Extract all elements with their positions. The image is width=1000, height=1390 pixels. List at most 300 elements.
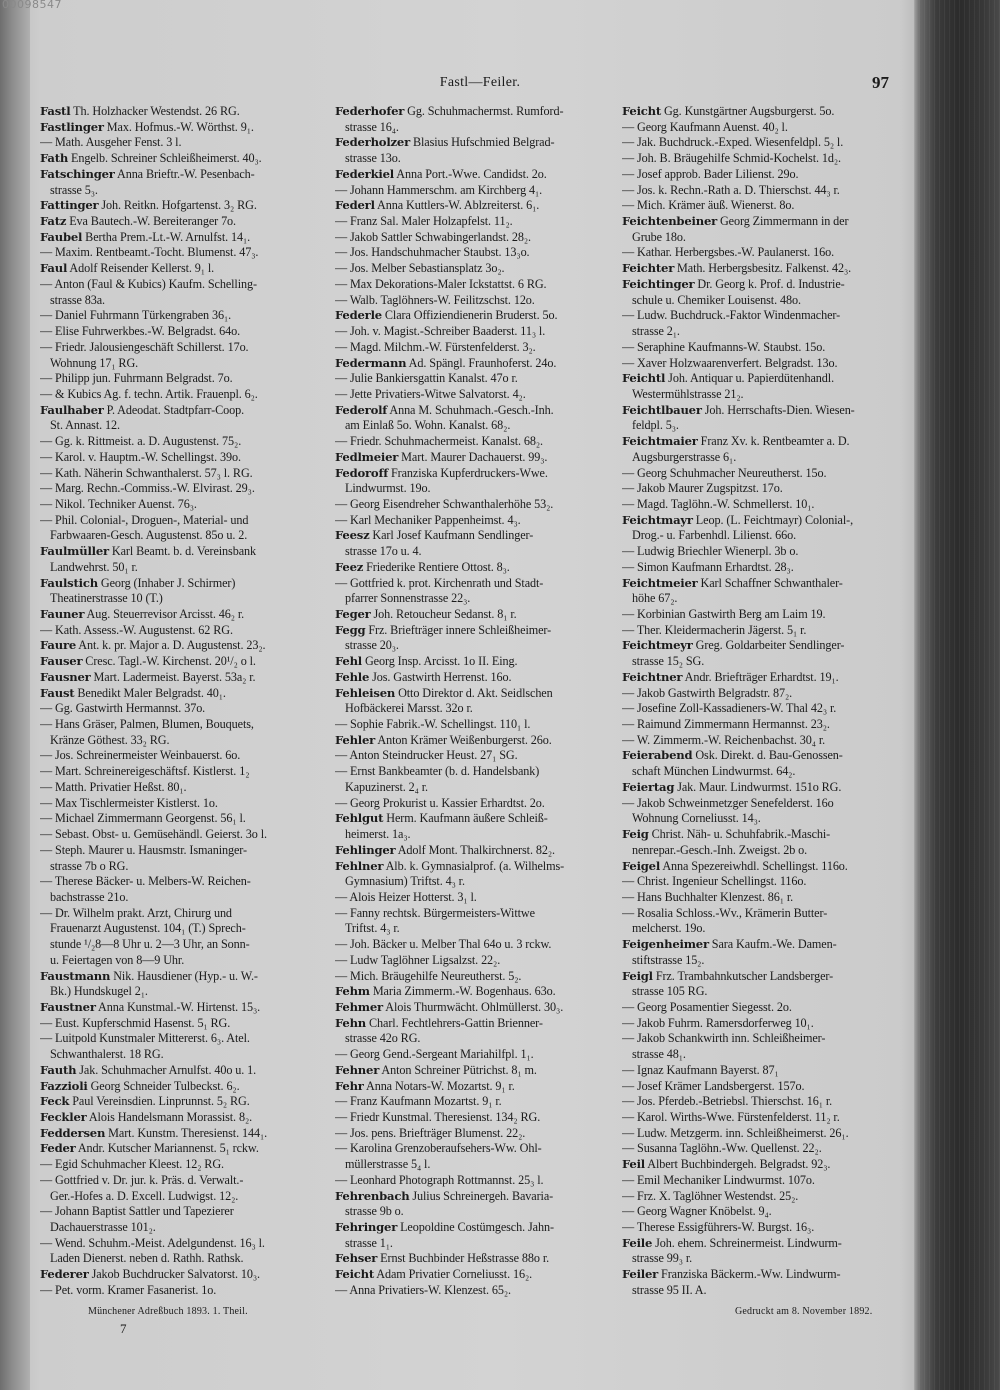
entry-text: Alois Thurmwächt. Ohlmüllerst. 30₃. — [382, 999, 564, 1014]
entry-text: Anna Spezereiwhdl. Schellingst. 116o. — [660, 858, 848, 873]
sub-entry — [335, 953, 618, 969]
entry-text: Dachauerstrasse 101₂. — [50, 1220, 156, 1235]
entry-surname: Federkiel — [335, 166, 394, 181]
entry-surname: Feichtmayr — [622, 512, 693, 527]
entry-surname: Feigenheimer — [622, 937, 709, 952]
directory-entry — [40, 104, 332, 120]
entry-text: — Ludw Taglöhner Ligsalzst. 22₂. — [335, 952, 501, 967]
entry-continuation — [622, 764, 914, 780]
entry-text: — Rosalia Schloss.-Wv., Krämerin Butter- — [622, 905, 828, 920]
entry-text: — Georg Eisendreher Schwanthalerhöhe 53₂. — [335, 496, 554, 511]
entry-text: Franz Xv. k. Rentbeamter a. D. — [697, 434, 850, 449]
entry-surname: Fehmer — [335, 999, 383, 1014]
entry-text: — Franz Kaufmann Mozartst. 9₁ r. — [335, 1094, 502, 1109]
entry-continuation — [40, 890, 332, 906]
entry-text: strasse 5₃. — [50, 182, 98, 197]
entry-text: Nik. Hausdiener (Hyp.- u. W.- — [110, 968, 258, 983]
entry-text: strasse 15₂ SG. — [632, 654, 705, 669]
entry-surname: Fehlinger — [335, 842, 396, 857]
sub-entry — [622, 1110, 914, 1126]
entry-text: Drog.- u. Farbenhdl. Lilienst. 66o. — [632, 528, 797, 543]
directory-entry — [622, 403, 914, 419]
entry-surname: Feichtlbauer — [622, 402, 702, 417]
entry-text: Friederike Rentiere Ottost. 8₃. — [363, 559, 510, 574]
entry-text: — Therese Essigführers-W. Burgst. 16₃. — [622, 1220, 815, 1235]
entry-surname: Feichtenbeiner — [622, 214, 718, 229]
entry-surname: Fegg — [335, 622, 366, 637]
sub-entry — [622, 733, 914, 749]
entry-text: — Elise Fuhrwerkbes.-W. Belgradst. 64o. — [40, 324, 241, 339]
sub-entry — [335, 261, 618, 277]
sub-entry — [335, 371, 618, 387]
entry-continuation — [40, 560, 332, 576]
entry-text: — Sophie Fabrik.-W. Schellingst. 110₁ l. — [335, 717, 531, 732]
directory-entry — [40, 576, 332, 592]
entry-text: Herm. Kaufmann äußere Schleiß- — [383, 811, 548, 826]
entry-text: — Jakob Gastwirth Belgradstr. 87₂. — [622, 685, 793, 700]
entry-surname: Fehler — [335, 732, 376, 747]
entry-surname: Fehr — [335, 1078, 364, 1093]
entry-text: St. Annast. 12. — [50, 418, 120, 433]
entry-text: Triftst. 4₃ r. — [345, 921, 400, 936]
entry-surname: Federle — [335, 308, 382, 323]
entry-text: — Joh. B. Bräugehilfe Schmid-Kochelst. 1d₂. — [622, 151, 841, 166]
sub-entry — [622, 1079, 914, 1095]
directory-entry — [335, 1016, 618, 1032]
entry-text: strasse 83a. — [50, 292, 105, 307]
sub-entry — [335, 497, 618, 513]
entry-text: Laden Dienerst. neben d. Rathh. Rathsk. — [50, 1251, 244, 1266]
entry-text: — Seraphine Kaufmanns-W. Staubst. 15o. — [622, 339, 826, 354]
entry-text: — Mich. Bräugehilfe Neureutherst. 5₂. — [335, 968, 522, 983]
sub-entry — [622, 356, 914, 372]
entry-surname: Fattinger — [40, 198, 99, 213]
directory-entry — [335, 607, 618, 623]
entry-text: pfarrer Sonnenstrasse 22₃. — [345, 591, 471, 606]
entry-surname: Feichtner — [622, 669, 683, 684]
entry-text: Augsburgerstrasse 6₁. — [632, 449, 737, 464]
sub-entry — [622, 308, 914, 324]
entry-text: — Jos. Schreinermeister Weinbauerst. 6o. — [40, 748, 241, 763]
entry-continuation — [335, 827, 618, 843]
entry-text: Andr. Briefträger Erhardtst. 19₁. — [682, 669, 839, 684]
entry-text: melcherst. 19o. — [632, 921, 706, 936]
entry-surname: Feicht — [622, 104, 662, 118]
entry-surname: Faustmann — [40, 968, 111, 983]
sub-entry — [40, 466, 332, 482]
entry-text: — Anton Steindrucker Heust. 27₁ SG. — [335, 748, 518, 763]
entry-text: — Josefine Zoll-Kassadieners-W. Thal 42₃ r. — [622, 701, 837, 716]
entry-surname: Feichtmaier — [622, 434, 698, 449]
directory-entry — [40, 654, 332, 670]
sub-entry — [40, 481, 332, 497]
entry-text: Clara Offiziendienerin Bruderst. 5o. — [381, 308, 558, 323]
directory-entry — [335, 654, 618, 670]
entry-text: Gg. Schuhmachermst. Rumford- — [404, 104, 564, 118]
sub-entry — [622, 717, 914, 733]
sub-entry — [40, 324, 332, 340]
entry-text: — Gottfried v. Dr. jur. k. Präs. d. Verwalt.- — [40, 1172, 244, 1187]
entry-text: Engelb. Schreiner Schleißheimerst. 40₃. — [68, 151, 262, 166]
sub-entry — [40, 1031, 332, 1047]
directory-entry — [40, 214, 332, 230]
entry-text: — Joh. v. Magist.-Schreiber Baaderst. 11₃ l. — [335, 324, 546, 339]
entry-text: feldpl. 5₃. — [632, 418, 679, 433]
sub-entry — [40, 811, 332, 827]
directory-entry — [40, 1141, 332, 1157]
directory-entry — [622, 827, 914, 843]
entry-text: — Magd. Taglöhn.-W. Schmellerst. 10₁. — [622, 496, 815, 511]
directory-entry — [622, 670, 914, 686]
sub-entry — [335, 230, 618, 246]
entry-text: — Karol. Wirths-Wwe. Fürstenfelderst. 11₂ r. — [622, 1110, 840, 1124]
sub-entry — [335, 937, 618, 953]
entry-continuation — [622, 450, 914, 466]
entry-text: am Einlaß 5o. Wohn. Kanalst. 68₂. — [345, 418, 511, 433]
entry-text: — Anna Privatiers-W. Klenzest. 65₂. — [335, 1282, 511, 1297]
entry-surname: Federer — [40, 1267, 89, 1282]
entry-continuation — [40, 859, 332, 875]
directory-entry — [622, 214, 914, 230]
entry-text: — Maxim. Rentbeamt.-Tocht. Blumenst. 47₃. — [40, 245, 259, 260]
entry-continuation — [622, 1283, 914, 1299]
entry-text: Georg Schneider Tulbeckst. 6₂. — [87, 1078, 240, 1093]
entry-text: — Kathar. Herbergsbes.-W. Paulanerst. 16o. — [622, 245, 835, 260]
sub-entry — [40, 387, 332, 403]
sub-entry — [622, 481, 914, 497]
sub-entry — [335, 245, 618, 261]
entry-surname: Faust — [40, 685, 75, 700]
sub-entry — [335, 1047, 618, 1063]
sub-entry — [622, 1031, 914, 1047]
sub-entry — [335, 906, 618, 922]
sub-entry — [622, 701, 914, 717]
entry-text: — Hans Buchhalter Klenzest. 86₁ r. — [622, 889, 794, 904]
book-binding-shadow — [0, 0, 30, 1390]
entry-text: strasse 105 RG. — [632, 984, 708, 999]
entry-text: Mart. Maurer Dachauerst. 99₃. — [398, 449, 548, 464]
directory-entry — [622, 937, 914, 953]
entry-text: Schwanthalerst. 18 RG. — [50, 1047, 164, 1062]
entry-text: Landwehrst. 50₁ r. — [50, 559, 138, 574]
entry-text: Joh. Reitkn. Hofgartenst. 3₂ RG. — [98, 198, 257, 213]
entry-text: — Raimund Zimmermann Hermannst. 23₂. — [622, 717, 830, 732]
column-1 — [40, 104, 332, 1299]
sub-entry — [40, 277, 332, 293]
entry-surname: Feichtinger — [622, 276, 695, 291]
directory-entry — [40, 1110, 332, 1126]
entry-surname: Feil — [622, 1157, 645, 1172]
directory-entry — [335, 1220, 618, 1236]
sub-entry — [40, 748, 332, 764]
sub-entry — [622, 198, 914, 214]
signature-mark: 7 — [120, 1321, 127, 1336]
entry-text: Anna Brieftr.-W. Pesenbach- — [114, 166, 255, 181]
sub-entry — [40, 1157, 332, 1173]
entry-text: — Josef approb. Bader Lilienst. 29o. — [622, 166, 799, 181]
entry-text: Franziska Bäckerm.-Ww. Lindwurm- — [658, 1267, 841, 1282]
entry-text: Maria Zimmerm.-W. Bogenhaus. 63o. — [369, 984, 556, 999]
directory-entry — [40, 403, 332, 419]
entry-continuation — [335, 701, 618, 717]
entry-text: Wohnung 17₁ RG. — [50, 355, 139, 370]
entry-text: Ant. k. pr. Major a. D. Augustenst. 23₂. — [76, 638, 266, 653]
entry-continuation — [622, 293, 914, 309]
sub-entry — [335, 277, 618, 293]
entry-text: — Jos. k. Rechn.-Rath a. D. Thierschst. 44₃ r. — [622, 182, 840, 197]
entry-text: — Julie Bankiersgattin Kanalst. 47o r. — [335, 371, 518, 386]
directory-entry — [335, 450, 618, 466]
entry-text: Grube 18o. — [632, 229, 686, 244]
entry-surname: Feigl — [622, 968, 653, 983]
entry-text: Blasius Hufschmied Belgrad- — [410, 135, 555, 150]
entry-text: — Michael Zimmermann Georgenst. 56₁ l. — [40, 811, 246, 826]
entry-text: Anna Port.-Wwe. Candidst. 2o. — [393, 166, 547, 181]
sub-entry — [622, 1016, 914, 1032]
entry-text: — Susanna Taglöhn.-Ww. Quellenst. 22₂. — [622, 1141, 822, 1156]
entry-text: — Daniel Fuhrmann Türkengraben 36₁. — [40, 308, 232, 323]
entry-text: strasse 2₁. — [632, 324, 680, 339]
entry-text: — Leonhard Photograph Rottmannst. 25₃ l. — [335, 1172, 544, 1187]
entry-text: Adolf Mont. Thalkirchnerst. 82₂. — [395, 842, 555, 857]
entry-text: — Therese Bäcker- u. Melbers-W. Reichen- — [40, 874, 251, 889]
entry-text: — Mart. Schreinereigeschäftsf. Kistlerst. 1₂ — [40, 764, 250, 779]
entry-text: — Franz Sal. Maler Holzapfelst. 11₂. — [335, 214, 513, 229]
entry-continuation — [40, 1189, 332, 1205]
entry-text: — Phil. Colonial-, Droguen-, Material- und — [40, 512, 249, 527]
directory-entry — [622, 1236, 914, 1252]
entry-continuation — [40, 591, 332, 607]
entry-text: — Jette Privatiers-Witwe Salvatorst. 4₂. — [335, 386, 526, 401]
entry-text: Georg (Inhaber J. Schirmer) — [97, 575, 236, 590]
sub-entry — [40, 371, 332, 387]
entry-continuation — [622, 654, 914, 670]
entry-surname: Fastl — [40, 104, 71, 118]
directory-entry — [622, 638, 914, 654]
entry-continuation — [335, 1236, 618, 1252]
entry-continuation — [622, 984, 914, 1000]
entry-text: — Kath. Näherin Schwanthalerst. 57₃ l. RG. — [40, 465, 253, 480]
entry-continuation — [40, 183, 332, 199]
entry-text: Albert Buchbindergeh. Belgradst. 92₃. — [644, 1157, 831, 1172]
directory-entry — [622, 780, 914, 796]
entry-text: Joh. Retoucheur Sedanst. 8₁ r. — [370, 607, 517, 621]
entry-continuation — [40, 984, 332, 1000]
entry-text: strasse 7b o RG. — [50, 858, 129, 873]
entry-text: — Georg Prokurist u. Kassier Erhardtst. 2o. — [335, 795, 545, 810]
sub-entry — [40, 1016, 332, 1032]
directory-entry — [40, 1063, 332, 1079]
entry-surname: Feile — [622, 1235, 653, 1250]
entry-continuation — [40, 293, 332, 309]
directory-entry — [40, 1126, 332, 1142]
entry-text: Jak. Schuhmacher Arnulfst. 40o u. 1. — [76, 1062, 257, 1077]
entry-surname: Fatschinger — [40, 166, 115, 181]
scan-id-label: 00098547 — [2, 0, 62, 11]
entry-surname: Fausner — [40, 669, 91, 684]
entry-continuation — [40, 921, 332, 937]
entry-text: strasse 17o u. 4. — [345, 544, 422, 559]
directory-entry — [335, 623, 618, 639]
directory-entry — [40, 686, 332, 702]
entry-surname: Fazzioli — [40, 1078, 88, 1093]
sub-entry — [40, 450, 332, 466]
entry-text: — Gg. Gastwirth Hermannst. 37o. — [40, 701, 206, 716]
entry-surname: Fedlmeier — [335, 449, 399, 464]
entry-continuation — [335, 638, 618, 654]
entry-text: Frz. Trambahnkutscher Landsberger- — [652, 968, 834, 983]
entry-text: strasse 99₃ r. — [632, 1251, 693, 1266]
entry-text: — Xaver Holzwaarenverfert. Belgradst. 13o. — [622, 355, 838, 370]
sub-entry — [622, 623, 914, 639]
entry-text: Kapuzinerst. 2₄ r. — [345, 779, 429, 794]
sub-entry — [622, 796, 914, 812]
directory-entry — [335, 1251, 618, 1267]
sub-entry — [40, 717, 332, 733]
entry-text: Adolf Reisender Kellerst. 9₁ l. — [67, 261, 215, 276]
entry-surname: Fehner — [335, 1062, 380, 1077]
sub-entry — [40, 1236, 332, 1252]
entry-text: — Jakob Sattler Schwabingerlandst. 28₂. — [335, 229, 531, 244]
entry-text: Georg Zimmermann in der — [717, 214, 849, 229]
entry-text: strasse 13o. — [345, 151, 401, 166]
entry-text: nenrepar.-Gesch.-Inh. Zweigst. 2b o. — [632, 842, 808, 857]
directory-entry — [335, 466, 618, 482]
directory-entry — [40, 261, 332, 277]
directory-entry — [335, 843, 618, 859]
directory-entry — [335, 1000, 618, 1016]
entry-text: — Philipp jun. Fuhrmann Belgradst. 7o. — [40, 371, 233, 386]
entry-text: — Josef Krämer Landsbergerst. 157o. — [622, 1078, 805, 1093]
entry-continuation — [622, 843, 914, 859]
entry-continuation — [622, 921, 914, 937]
entry-text: Aug. Steuerrevisor Arcisst. 46₂ r. — [84, 607, 245, 621]
entry-text: — Jakob Schankwirth inn. Schleißheimer- — [622, 1031, 826, 1046]
entry-surname: Feicht — [335, 1267, 375, 1282]
sub-entry — [335, 1283, 618, 1299]
directory-entry — [622, 1157, 914, 1173]
entry-text: — Steph. Maurer u. Hausmstr. Ismaninger- — [40, 842, 247, 857]
entry-surname: Fehlgut — [335, 811, 384, 826]
entry-text: — Jos. Pferdeb.-Betriebsl. Thierschst. 16₁ r. — [622, 1094, 833, 1109]
entry-text: strasse 95 II. A. — [632, 1282, 707, 1297]
entry-text: bachstrasse 21o. — [50, 889, 129, 904]
entry-text: — Max Dekorations-Maler Ickstattst. 6 RG. — [335, 276, 547, 291]
entry-text: Karl Josef Kaufmann Sendlinger- — [369, 528, 534, 543]
entry-text: Bk.) Hundskugel 2₁. — [50, 984, 148, 999]
entry-surname: Federolf — [335, 402, 388, 417]
entry-text: Hofbäckerei Marsst. 32o r. — [345, 701, 473, 716]
entry-surname: Feddersen — [40, 1125, 106, 1140]
directory-entry — [335, 167, 618, 183]
entry-text: — Jos. Handschuhmacher Staubst. 13₃o. — [335, 245, 530, 260]
entry-continuation — [335, 418, 618, 434]
entry-text: strasse 42o RG. — [345, 1031, 421, 1046]
sub-entry — [40, 906, 332, 922]
sub-entry — [622, 1126, 914, 1142]
entry-continuation — [335, 151, 618, 167]
entry-text: Eva Bautech.-W. Bereiteranger 7o. — [66, 214, 236, 229]
sub-entry — [622, 1220, 914, 1236]
entry-text: Math. Herbergsbesitz. Falkenst. 42₃. — [674, 261, 852, 276]
entry-text: Jos. Gastwirth Herrenst. 16o. — [369, 669, 512, 684]
directory-entry — [622, 277, 914, 293]
sub-entry — [40, 497, 332, 513]
entry-text: Anna Kunstmal.-W. Hirtenst. 15₃. — [95, 999, 261, 1014]
entry-text: Joh. ehem. Schreinermeist. Lindwurm- — [652, 1235, 842, 1250]
entry-text: Leop. (L. Feichtmayr) Colonial-, — [692, 512, 854, 527]
directory-entry — [40, 1094, 332, 1110]
entry-text: — Dr. Wilhelm prakt. Arzt, Chirurg und — [40, 905, 232, 920]
entry-surname: Feigel — [622, 858, 661, 873]
directory-entry — [622, 576, 914, 592]
entry-surname: Faure — [40, 638, 77, 653]
entry-text: Charl. Fechtlehrers-Gattin Brienner- — [366, 1015, 543, 1030]
directory-entry — [335, 1189, 618, 1205]
entry-text: — Jakob Maurer Zugspitzst. 17o. — [622, 481, 783, 496]
entry-surname: Faubel — [40, 229, 83, 244]
sub-entry — [622, 151, 914, 167]
entry-text: strasse 16₄. — [345, 119, 399, 134]
entry-text: — Sebast. Obst- u. Gemüsehändl. Geierst. 3o l. — [40, 827, 267, 842]
sub-entry — [40, 1204, 332, 1220]
sub-entry — [335, 1126, 618, 1142]
directory-entry — [40, 1000, 332, 1016]
entry-text: — Alois Heizer Hotterst. 3₁ l. — [335, 889, 477, 904]
entry-text: Theatinerstrasse 10 (T.) — [50, 591, 163, 606]
entry-text: — Matth. Privatier Heßst. 80₁. — [40, 779, 187, 794]
entry-surname: Feck — [40, 1094, 70, 1109]
sub-entry — [40, 340, 332, 356]
entry-text: — Ther. Kleidermacherin Jägerst. 5₁ r. — [622, 622, 807, 637]
entry-surname: Feiertag — [622, 779, 675, 794]
entry-continuation — [622, 1047, 914, 1063]
sub-entry — [40, 135, 332, 151]
sub-entry — [40, 874, 332, 890]
directory-entry — [622, 1267, 914, 1283]
entry-surname: Fehser — [335, 1251, 378, 1266]
entry-text: Gg. Kunstgärtner Augsburgerst. 5o. — [661, 104, 835, 118]
entry-continuation — [622, 418, 914, 434]
entry-continuation — [622, 528, 914, 544]
entry-text: — Friedr. Jalousiengeschäft Schillerst. 17o. — [40, 339, 249, 354]
entry-text: Jakob Buchdrucker Salvatorst. 10₃. — [88, 1267, 260, 1282]
directory-entry — [40, 1267, 332, 1283]
sub-entry — [622, 1063, 914, 1079]
entry-text: — Eust. Kupferschmid Hasenst. 5₁ RG. — [40, 1015, 231, 1030]
entry-surname: Fauth — [40, 1062, 77, 1077]
entry-continuation — [40, 1047, 332, 1063]
entry-text: Cresc. Tagl.-W. Kirchenst. 20¹/₂ o l. — [82, 654, 256, 669]
entry-surname: Federl — [335, 198, 375, 213]
entry-text: — Magd. Milchm.-W. Fürstenfelderst. 3₂. — [335, 339, 536, 354]
entry-text: schaft München Lindwurmst. 64₂. — [632, 764, 796, 779]
entry-surname: Feichtmeyr — [622, 638, 693, 653]
entry-text: Otto Direktor d. Akt. Seidlschen — [395, 685, 553, 700]
entry-continuation — [335, 544, 618, 560]
sub-entry — [335, 969, 618, 985]
entry-text: — Friedr Kunstmal. Theresienst. 134₂ RG. — [335, 1110, 541, 1124]
entry-surname: Feierabend — [622, 748, 693, 763]
sub-entry — [622, 1141, 914, 1157]
directory-entry — [335, 198, 618, 214]
entry-surname: Feichter — [622, 261, 675, 276]
sub-entry — [40, 701, 332, 717]
entry-text: — Walb. Taglöhners-W. Feilitzschst. 12o. — [335, 292, 535, 307]
sub-entry — [335, 890, 618, 906]
directory-entry — [40, 670, 332, 686]
entry-surname: Feger — [335, 607, 371, 621]
